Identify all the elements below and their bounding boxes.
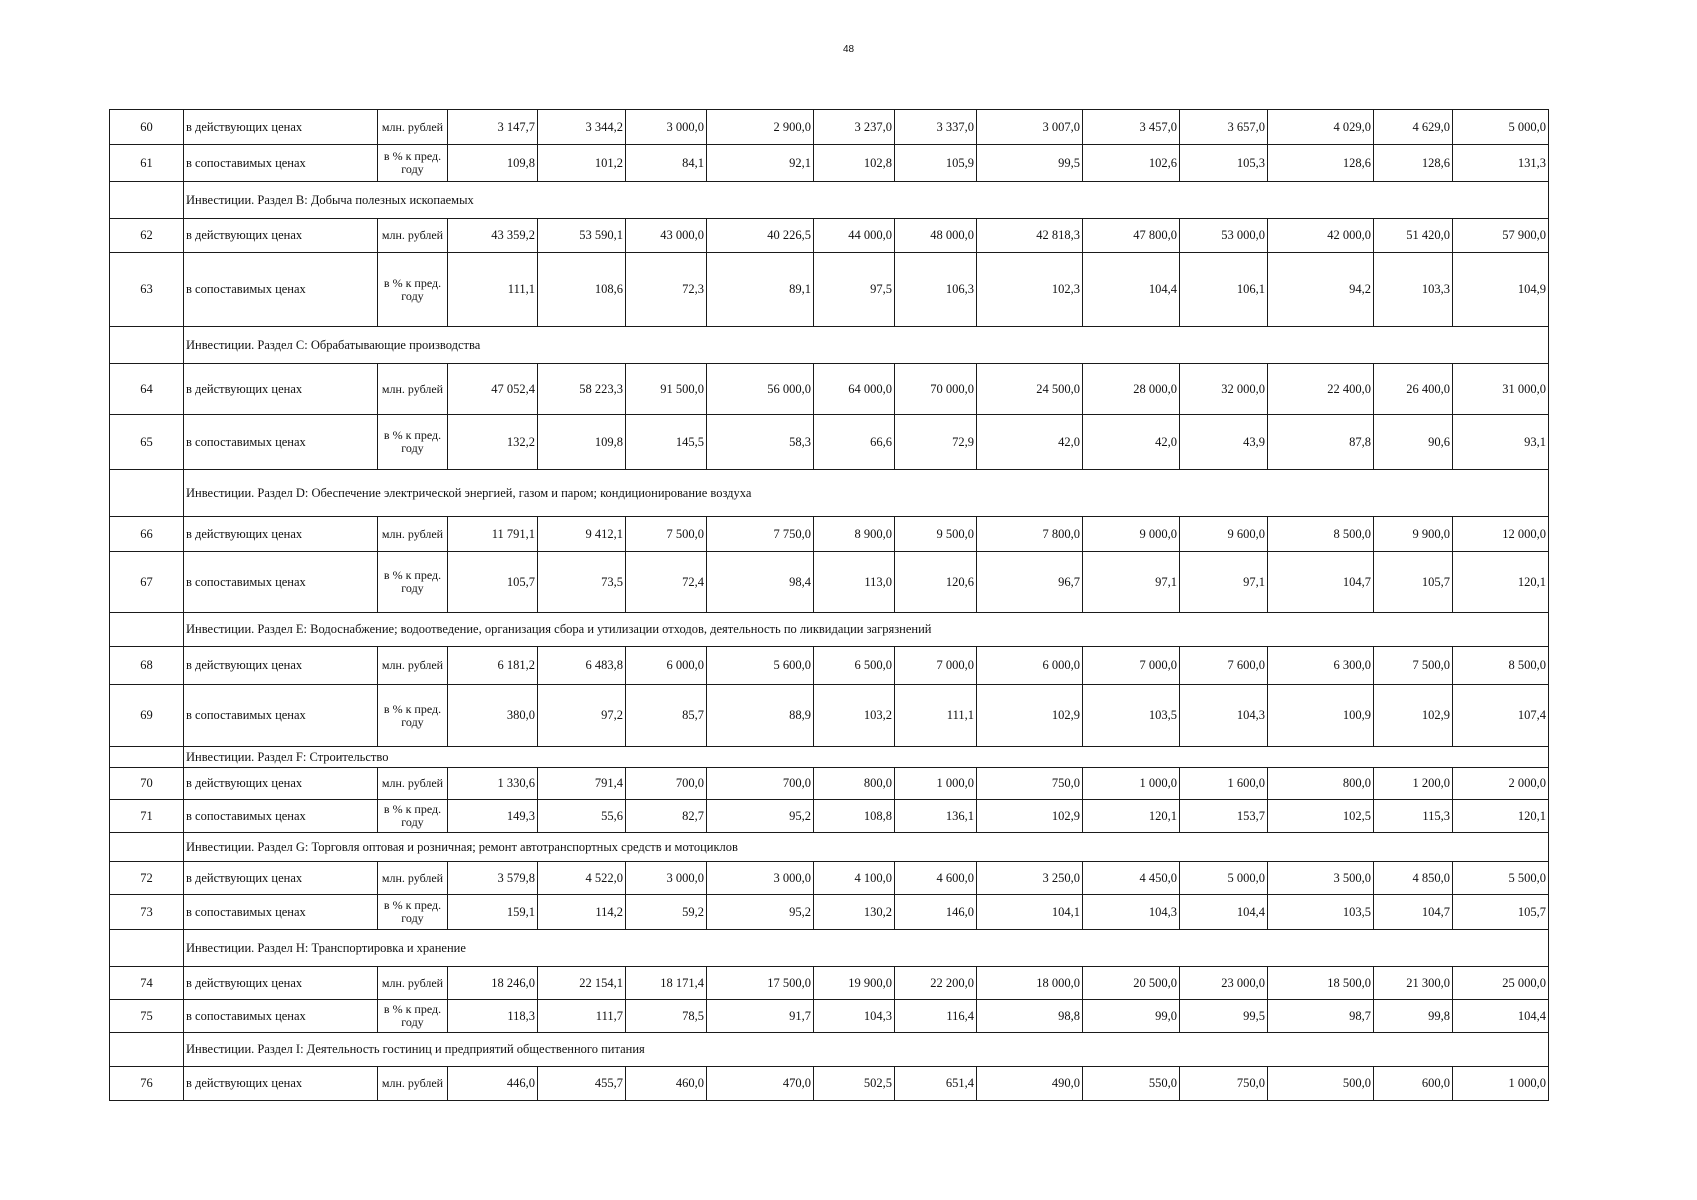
value-cell: 58,3: [707, 415, 814, 470]
value-cell: 108,6: [538, 253, 626, 327]
value-cell: 42 000,0: [1268, 219, 1374, 253]
value-cell: 104,3: [1180, 685, 1268, 747]
value-cell: 106,3: [895, 253, 977, 327]
value-cell: 109,8: [448, 145, 538, 182]
value-cell: 9 500,0: [895, 517, 977, 552]
section-header-row: [110, 930, 1549, 967]
value-cell: 6 181,2: [448, 647, 538, 685]
value-cell: 6 000,0: [626, 647, 707, 685]
indicator-name: в сопоставимых ценах: [184, 415, 378, 470]
value-cell: 4 850,0: [1374, 862, 1453, 895]
value-cell: 105,3: [1180, 145, 1268, 182]
value-cell: 59,2: [626, 895, 707, 930]
unit-cell: в % к пред. году: [378, 145, 448, 182]
row-number-cell: [110, 747, 184, 768]
value-cell: 43,9: [1180, 415, 1268, 470]
value-cell: 8 500,0: [1453, 647, 1549, 685]
value-cell: 22 200,0: [895, 967, 977, 1000]
row-number-cell: [110, 1033, 184, 1067]
value-cell: 26 400,0: [1374, 364, 1453, 415]
table-row: [110, 145, 1549, 182]
value-cell: 159,1: [448, 895, 538, 930]
value-cell: 102,5: [1268, 800, 1374, 833]
value-cell: 120,1: [1453, 552, 1549, 613]
value-cell: 470,0: [707, 1067, 814, 1101]
row-number: 75: [110, 1000, 184, 1033]
value-cell: 64 000,0: [814, 364, 895, 415]
row-number: 66: [110, 517, 184, 552]
value-cell: 120,1: [1083, 800, 1180, 833]
value-cell: 102,6: [1083, 145, 1180, 182]
value-cell: 750,0: [977, 768, 1083, 800]
table-row: [110, 219, 1549, 253]
value-cell: 106,1: [1180, 253, 1268, 327]
value-cell: 3 000,0: [626, 110, 707, 145]
value-cell: 72,3: [626, 253, 707, 327]
indicator-name: в действующих ценах: [184, 1067, 378, 1101]
row-number: 72: [110, 862, 184, 895]
value-cell: 651,4: [895, 1067, 977, 1101]
value-cell: 109,8: [538, 415, 626, 470]
value-cell: 18 500,0: [1268, 967, 1374, 1000]
value-cell: 5 600,0: [707, 647, 814, 685]
value-cell: 53 590,1: [538, 219, 626, 253]
value-cell: 103,5: [1083, 685, 1180, 747]
row-number: 65: [110, 415, 184, 470]
value-cell: 17 500,0: [707, 967, 814, 1000]
row-number: 63: [110, 253, 184, 327]
value-cell: 455,7: [538, 1067, 626, 1101]
row-number: 68: [110, 647, 184, 685]
row-number: 69: [110, 685, 184, 747]
value-cell: 73,5: [538, 552, 626, 613]
row-number: 76: [110, 1067, 184, 1101]
value-cell: 98,8: [977, 1000, 1083, 1033]
value-cell: 47 800,0: [1083, 219, 1180, 253]
value-cell: 12 000,0: [1453, 517, 1549, 552]
section-header-row: [110, 747, 1549, 768]
investments-table: [109, 109, 1549, 1101]
table-row: [110, 800, 1549, 833]
value-cell: 800,0: [814, 768, 895, 800]
value-cell: 103,2: [814, 685, 895, 747]
value-cell: 115,3: [1374, 800, 1453, 833]
table-row: [110, 685, 1549, 747]
value-cell: 146,0: [895, 895, 977, 930]
value-cell: 550,0: [1083, 1067, 1180, 1101]
value-cell: 104,3: [814, 1000, 895, 1033]
row-number: 64: [110, 364, 184, 415]
value-cell: 85,7: [626, 685, 707, 747]
value-cell: 88,9: [707, 685, 814, 747]
value-cell: 4 029,0: [1268, 110, 1374, 145]
value-cell: 72,9: [895, 415, 977, 470]
value-cell: 87,8: [1268, 415, 1374, 470]
value-cell: 7 500,0: [1374, 647, 1453, 685]
value-cell: 750,0: [1180, 1067, 1268, 1101]
value-cell: 93,1: [1453, 415, 1549, 470]
value-cell: 1 600,0: [1180, 768, 1268, 800]
indicator-name: в действующих ценах: [184, 110, 378, 145]
section-header-row: [110, 327, 1549, 364]
table-row: [110, 895, 1549, 930]
value-cell: 21 300,0: [1374, 967, 1453, 1000]
unit-cell: в % к пред. году: [378, 800, 448, 833]
value-cell: 32 000,0: [1180, 364, 1268, 415]
indicator-name: в сопоставимых ценах: [184, 1000, 378, 1033]
value-cell: 700,0: [626, 768, 707, 800]
value-cell: 7 000,0: [1083, 647, 1180, 685]
value-cell: 446,0: [448, 1067, 538, 1101]
value-cell: 5 000,0: [1453, 110, 1549, 145]
value-cell: 99,0: [1083, 1000, 1180, 1033]
row-number: 70: [110, 768, 184, 800]
value-cell: 131,3: [1453, 145, 1549, 182]
value-cell: 460,0: [626, 1067, 707, 1101]
value-cell: 98,4: [707, 552, 814, 613]
indicator-name: в сопоставимых ценах: [184, 552, 378, 613]
value-cell: 104,4: [1083, 253, 1180, 327]
value-cell: 104,7: [1268, 552, 1374, 613]
value-cell: 4 629,0: [1374, 110, 1453, 145]
row-number-cell: [110, 327, 184, 364]
table-row: [110, 110, 1549, 145]
value-cell: 107,4: [1453, 685, 1549, 747]
unit-cell: млн. рублей: [378, 110, 448, 145]
value-cell: 72,4: [626, 552, 707, 613]
indicator-name: в действующих ценах: [184, 364, 378, 415]
value-cell: 18 000,0: [977, 967, 1083, 1000]
value-cell: 25 000,0: [1453, 967, 1549, 1000]
value-cell: 5 000,0: [1180, 862, 1268, 895]
value-cell: 91 500,0: [626, 364, 707, 415]
value-cell: 120,1: [1453, 800, 1549, 833]
indicator-name: в действующих ценах: [184, 647, 378, 685]
table-row: [110, 1067, 1549, 1101]
value-cell: 97,5: [814, 253, 895, 327]
value-cell: 3 337,0: [895, 110, 977, 145]
unit-cell: млн. рублей: [378, 219, 448, 253]
section-title: Инвестиции. Раздел F: Строительство: [184, 747, 1549, 768]
value-cell: 78,5: [626, 1000, 707, 1033]
value-cell: 502,5: [814, 1067, 895, 1101]
row-number-cell: [110, 833, 184, 862]
value-cell: 22 400,0: [1268, 364, 1374, 415]
value-cell: 44 000,0: [814, 219, 895, 253]
table-row: [110, 768, 1549, 800]
value-cell: 3 237,0: [814, 110, 895, 145]
value-cell: 7 500,0: [626, 517, 707, 552]
value-cell: 98,7: [1268, 1000, 1374, 1033]
indicator-name: в действующих ценах: [184, 862, 378, 895]
value-cell: 153,7: [1180, 800, 1268, 833]
indicator-name: в действующих ценах: [184, 768, 378, 800]
unit-cell: в % к пред. году: [378, 685, 448, 747]
value-cell: 4 450,0: [1083, 862, 1180, 895]
value-cell: 3 000,0: [707, 862, 814, 895]
section-title: Инвестиции. Раздел B: Добыча полезных ископаемых: [184, 182, 1549, 219]
indicator-name: в сопоставимых ценах: [184, 800, 378, 833]
value-cell: 58 223,3: [538, 364, 626, 415]
table-row: [110, 1000, 1549, 1033]
value-cell: 104,9: [1453, 253, 1549, 327]
section-title: Инвестиции. Раздел C: Обрабатывающие производства: [184, 327, 1549, 364]
unit-cell: млн. рублей: [378, 1067, 448, 1101]
value-cell: 102,9: [977, 685, 1083, 747]
value-cell: 57 900,0: [1453, 219, 1549, 253]
value-cell: 108,8: [814, 800, 895, 833]
section-header-row: [110, 833, 1549, 862]
value-cell: 113,0: [814, 552, 895, 613]
value-cell: 48 000,0: [895, 219, 977, 253]
value-cell: 105,9: [895, 145, 977, 182]
table-row: [110, 517, 1549, 552]
value-cell: 47 052,4: [448, 364, 538, 415]
value-cell: 111,1: [895, 685, 977, 747]
value-cell: 4 600,0: [895, 862, 977, 895]
value-cell: 42 818,3: [977, 219, 1083, 253]
value-cell: 5 500,0: [1453, 862, 1549, 895]
value-cell: 104,1: [977, 895, 1083, 930]
value-cell: 99,5: [977, 145, 1083, 182]
unit-cell: в % к пред. году: [378, 253, 448, 327]
table-body: [110, 110, 1549, 1101]
value-cell: 791,4: [538, 768, 626, 800]
value-cell: 3 457,0: [1083, 110, 1180, 145]
value-cell: 97,1: [1180, 552, 1268, 613]
row-number: 61: [110, 145, 184, 182]
value-cell: 3 000,0: [626, 862, 707, 895]
value-cell: 145,5: [626, 415, 707, 470]
value-cell: 95,2: [707, 895, 814, 930]
table-row: [110, 415, 1549, 470]
value-cell: 1 000,0: [895, 768, 977, 800]
value-cell: 104,3: [1083, 895, 1180, 930]
value-cell: 84,1: [626, 145, 707, 182]
value-cell: 9 000,0: [1083, 517, 1180, 552]
value-cell: 7 000,0: [895, 647, 977, 685]
value-cell: 6 000,0: [977, 647, 1083, 685]
value-cell: 102,3: [977, 253, 1083, 327]
value-cell: 97,2: [538, 685, 626, 747]
value-cell: 91,7: [707, 1000, 814, 1033]
value-cell: 105,7: [1453, 895, 1549, 930]
value-cell: 28 000,0: [1083, 364, 1180, 415]
value-cell: 99,8: [1374, 1000, 1453, 1033]
unit-cell: млн. рублей: [378, 364, 448, 415]
value-cell: 40 226,5: [707, 219, 814, 253]
section-title: Инвестиции. Раздел H: Транспортировка и хранение: [184, 930, 1549, 967]
value-cell: 31 000,0: [1453, 364, 1549, 415]
unit-cell: в % к пред. году: [378, 895, 448, 930]
value-cell: 3 500,0: [1268, 862, 1374, 895]
value-cell: 9 600,0: [1180, 517, 1268, 552]
unit-cell: в % к пред. году: [378, 552, 448, 613]
value-cell: 128,6: [1374, 145, 1453, 182]
value-cell: 3 579,8: [448, 862, 538, 895]
value-cell: 82,7: [626, 800, 707, 833]
value-cell: 1 200,0: [1374, 768, 1453, 800]
value-cell: 6 300,0: [1268, 647, 1374, 685]
section-title: Инвестиции. Раздел E: Водоснабжение; водоотведение, организация сбора и утилизации отходов, деятельность по ликвидации загрязнений: [184, 613, 1549, 647]
value-cell: 8 900,0: [814, 517, 895, 552]
value-cell: 97,1: [1083, 552, 1180, 613]
value-cell: 9 900,0: [1374, 517, 1453, 552]
value-cell: 55,6: [538, 800, 626, 833]
value-cell: 92,1: [707, 145, 814, 182]
row-number: 71: [110, 800, 184, 833]
value-cell: 116,4: [895, 1000, 977, 1033]
value-cell: 90,6: [1374, 415, 1453, 470]
row-number-cell: [110, 182, 184, 219]
value-cell: 7 800,0: [977, 517, 1083, 552]
value-cell: 111,1: [448, 253, 538, 327]
unit-cell: млн. рублей: [378, 647, 448, 685]
value-cell: 3 250,0: [977, 862, 1083, 895]
value-cell: 96,7: [977, 552, 1083, 613]
row-number-cell: [110, 930, 184, 967]
value-cell: 103,5: [1268, 895, 1374, 930]
value-cell: 128,6: [1268, 145, 1374, 182]
value-cell: 132,2: [448, 415, 538, 470]
row-number: 74: [110, 967, 184, 1000]
value-cell: 102,8: [814, 145, 895, 182]
value-cell: 43 359,2: [448, 219, 538, 253]
section-title: Инвестиции. Раздел D: Обеспечение электрической энергией, газом и паром; кондиционирование воздуха: [184, 470, 1549, 517]
value-cell: 9 412,1: [538, 517, 626, 552]
table-row: [110, 862, 1549, 895]
value-cell: 4 522,0: [538, 862, 626, 895]
value-cell: 118,3: [448, 1000, 538, 1033]
value-cell: 42,0: [977, 415, 1083, 470]
value-cell: 100,9: [1268, 685, 1374, 747]
table-row: [110, 647, 1549, 685]
value-cell: 1 000,0: [1083, 768, 1180, 800]
value-cell: 53 000,0: [1180, 219, 1268, 253]
value-cell: 94,2: [1268, 253, 1374, 327]
table-row: [110, 552, 1549, 613]
value-cell: 700,0: [707, 768, 814, 800]
value-cell: 104,7: [1374, 895, 1453, 930]
unit-cell: в % к пред. году: [378, 415, 448, 470]
value-cell: 1 330,6: [448, 768, 538, 800]
section-title: Инвестиции. Раздел I: Деятельность гостиниц и предприятий общественного питания: [184, 1033, 1549, 1067]
indicator-name: в сопоставимых ценах: [184, 685, 378, 747]
unit-cell: млн. рублей: [378, 862, 448, 895]
value-cell: 114,2: [538, 895, 626, 930]
value-cell: 6 483,8: [538, 647, 626, 685]
value-cell: 103,3: [1374, 253, 1453, 327]
page-number: 48: [842, 44, 855, 55]
value-cell: 18 171,4: [626, 967, 707, 1000]
value-cell: 800,0: [1268, 768, 1374, 800]
indicator-name: в сопоставимых ценах: [184, 145, 378, 182]
value-cell: 8 500,0: [1268, 517, 1374, 552]
value-cell: 1 000,0: [1453, 1067, 1549, 1101]
value-cell: 20 500,0: [1083, 967, 1180, 1000]
indicator-name: в действующих ценах: [184, 517, 378, 552]
value-cell: 6 500,0: [814, 647, 895, 685]
value-cell: 23 000,0: [1180, 967, 1268, 1000]
value-cell: 3 147,7: [448, 110, 538, 145]
value-cell: 11 791,1: [448, 517, 538, 552]
value-cell: 89,1: [707, 253, 814, 327]
row-number: 62: [110, 219, 184, 253]
value-cell: 136,1: [895, 800, 977, 833]
value-cell: 600,0: [1374, 1067, 1453, 1101]
value-cell: 120,6: [895, 552, 977, 613]
value-cell: 380,0: [448, 685, 538, 747]
value-cell: 102,9: [977, 800, 1083, 833]
table-row: [110, 967, 1549, 1000]
unit-cell: в % к пред. году: [378, 1000, 448, 1033]
value-cell: 104,4: [1453, 1000, 1549, 1033]
value-cell: 3 007,0: [977, 110, 1083, 145]
value-cell: 111,7: [538, 1000, 626, 1033]
value-cell: 99,5: [1180, 1000, 1268, 1033]
value-cell: 3 344,2: [538, 110, 626, 145]
indicator-name: в сопоставимых ценах: [184, 895, 378, 930]
value-cell: 56 000,0: [707, 364, 814, 415]
row-number-cell: [110, 470, 184, 517]
value-cell: 102,9: [1374, 685, 1453, 747]
value-cell: 2 900,0: [707, 110, 814, 145]
value-cell: 19 900,0: [814, 967, 895, 1000]
value-cell: 105,7: [448, 552, 538, 613]
row-number: 60: [110, 110, 184, 145]
row-number: 73: [110, 895, 184, 930]
table-row: [110, 253, 1549, 327]
section-header-row: [110, 1033, 1549, 1067]
value-cell: 4 100,0: [814, 862, 895, 895]
value-cell: 18 246,0: [448, 967, 538, 1000]
value-cell: 95,2: [707, 800, 814, 833]
unit-cell: млн. рублей: [378, 768, 448, 800]
value-cell: 43 000,0: [626, 219, 707, 253]
value-cell: 24 500,0: [977, 364, 1083, 415]
value-cell: 22 154,1: [538, 967, 626, 1000]
value-cell: 51 420,0: [1374, 219, 1453, 253]
unit-cell: млн. рублей: [378, 967, 448, 1000]
value-cell: 130,2: [814, 895, 895, 930]
value-cell: 70 000,0: [895, 364, 977, 415]
table-row: [110, 364, 1549, 415]
value-cell: 149,3: [448, 800, 538, 833]
row-number-cell: [110, 613, 184, 647]
section-title: Инвестиции. Раздел G: Торговля оптовая и розничная; ремонт автотранспортных средств и мотоциклов: [184, 833, 1549, 862]
unit-cell: млн. рублей: [378, 517, 448, 552]
section-header-row: [110, 470, 1549, 517]
value-cell: 7 600,0: [1180, 647, 1268, 685]
value-cell: 3 657,0: [1180, 110, 1268, 145]
value-cell: 104,4: [1180, 895, 1268, 930]
value-cell: 490,0: [977, 1067, 1083, 1101]
row-number: 67: [110, 552, 184, 613]
section-header-row: [110, 613, 1549, 647]
value-cell: 105,7: [1374, 552, 1453, 613]
indicator-name: в сопоставимых ценах: [184, 253, 378, 327]
indicator-name: в действующих ценах: [184, 967, 378, 1000]
indicator-name: в действующих ценах: [184, 219, 378, 253]
value-cell: 101,2: [538, 145, 626, 182]
value-cell: 2 000,0: [1453, 768, 1549, 800]
section-header-row: [110, 182, 1549, 219]
value-cell: 66,6: [814, 415, 895, 470]
value-cell: 7 750,0: [707, 517, 814, 552]
value-cell: 500,0: [1268, 1067, 1374, 1101]
value-cell: 42,0: [1083, 415, 1180, 470]
